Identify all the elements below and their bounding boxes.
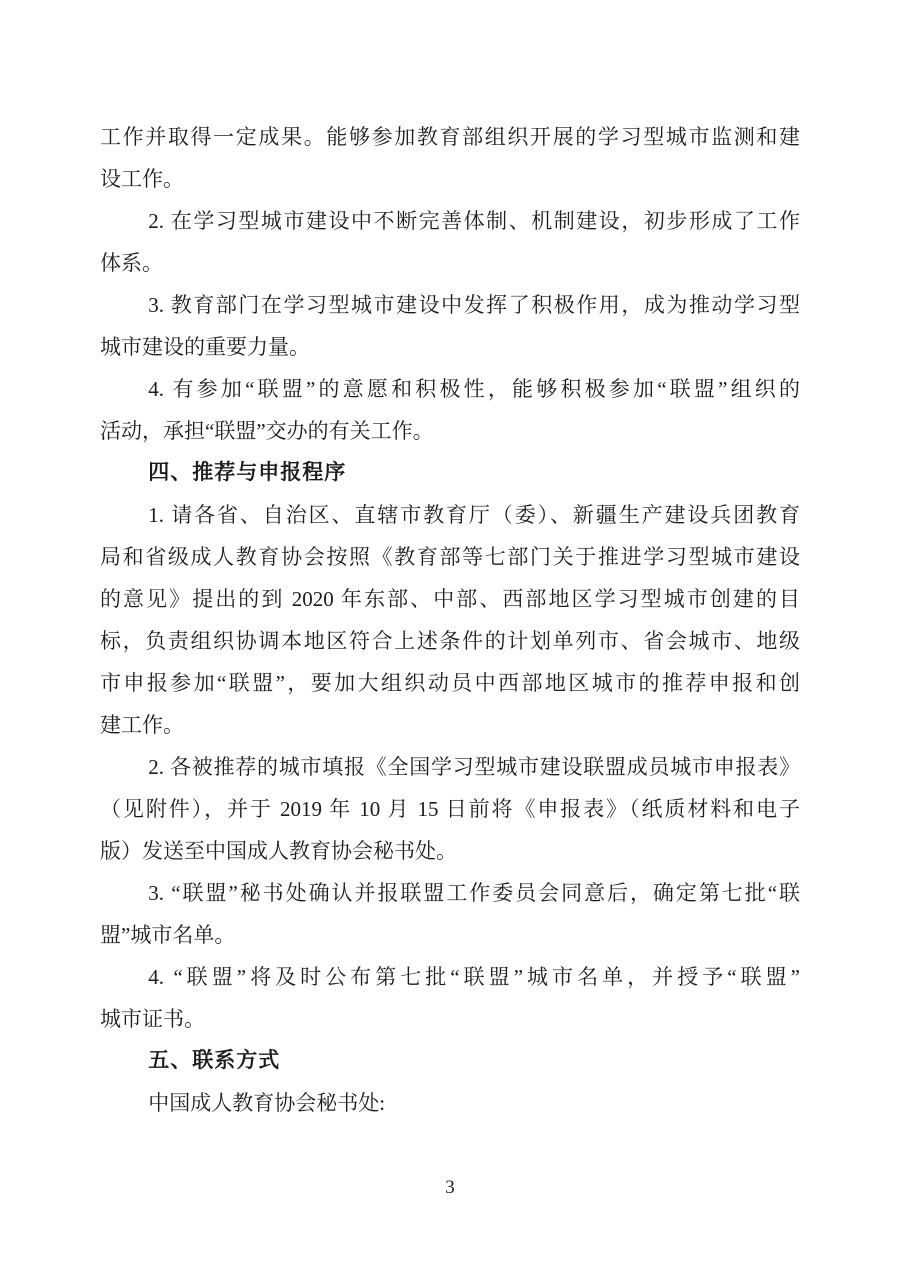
- text-line: 工作并取得一定成果。能够参加教育部组织开展的学习型城市监测和建: [100, 125, 800, 149]
- text-line: 3. 教育部门在学习型城市建设中发挥了积极作用，成为推动学习型: [148, 293, 800, 317]
- text-line: 版）发送至中国成人教育协会秘书处。: [100, 839, 457, 863]
- text-line: 4. “联盟”将及时公布第七批“联盟”城市名单，并授予“联盟”: [148, 965, 800, 989]
- text-line: 市申报参加“联盟”，要加大组织动员中西部地区城市的推荐申报和创: [100, 671, 800, 695]
- text-line: 城市证书。: [100, 1007, 205, 1031]
- text-line: 建工作。: [100, 713, 184, 737]
- text-line: 设工作。: [100, 167, 184, 191]
- text-line: （见附件），并于 2019 年 10 月 15 日前将《申报表》（纸质材料和电子: [100, 797, 800, 821]
- text-line: 2. 在学习型城市建设中不断完善体制、机制建设，初步形成了工作: [148, 209, 800, 233]
- text-line: 城市建设的重要力量。: [100, 335, 310, 359]
- section-heading: 四、推荐与申报程序: [148, 461, 347, 484]
- text-line: 1. 请各省、自治区、直辖市教育厅（委）、新疆生产建设兵团教育: [148, 503, 800, 527]
- text-line: 的意见》提出的到 2020 年东部、中部、西部地区学习型城市创建的目: [100, 587, 800, 611]
- text-line: 局和省级成人教育协会按照《教育部等七部门关于推进学习型城市建设: [100, 545, 800, 569]
- page-number: 3: [445, 1177, 455, 1198]
- text-line: 4. 有参加“联盟”的意愿和积极性，能够积极参加“联盟”组织的: [148, 377, 800, 401]
- text-line: 3. “联盟”秘书处确认并报联盟工作委员会同意后，确定第七批“联: [148, 881, 800, 905]
- text-line: 活动，承担“联盟”交办的有关工作。: [100, 419, 434, 443]
- text-line: 中国成人教育协会秘书处:: [148, 1091, 386, 1115]
- document-body-text: [100, 116, 800, 1124]
- text-line: 2. 各被推荐的城市填报《全国学习型城市建设联盟成员城市申报表》: [148, 755, 800, 779]
- text-line: 体系。: [100, 251, 163, 275]
- section-heading: 五、联系方式: [148, 1049, 281, 1072]
- text-line: 标，负责组织协调本地区符合上述条件的计划单列市、省会城市、地级: [100, 629, 800, 653]
- text-line: 盟”城市名单。: [100, 923, 236, 947]
